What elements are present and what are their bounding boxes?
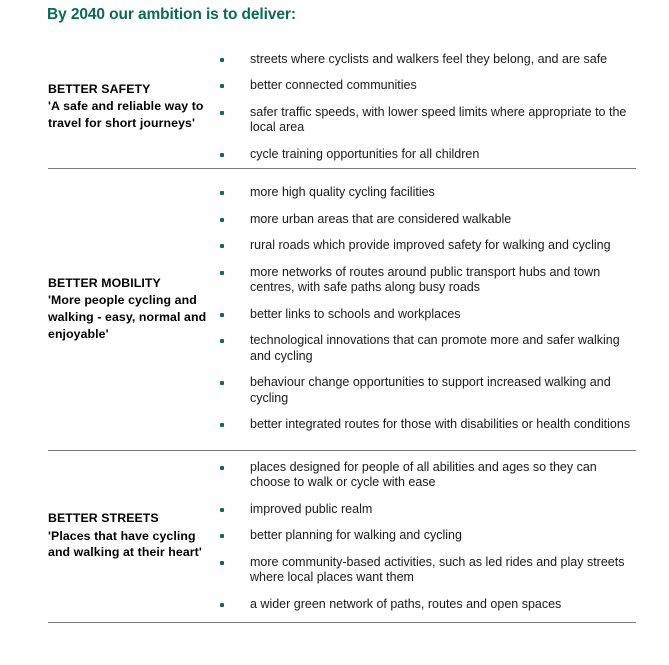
list-item — [216, 147, 636, 163]
bullet-dot-icon — [220, 111, 224, 115]
bullet-dot-icon — [220, 508, 224, 512]
bullet-dot-icon — [220, 218, 224, 222]
bullet-dot-icon — [220, 603, 224, 607]
list-item-text: more community-based activities, such as led rides and play streets where local places want them — [250, 554, 625, 585]
table-row-better-streets — [48, 450, 636, 622]
section-items-cell-safety — [216, 46, 636, 168]
bullet-dot-icon — [220, 466, 224, 470]
bullet-dot-icon — [220, 423, 224, 427]
bullet-dot-icon — [220, 58, 224, 62]
list-item-text: technological innovations that can promote more and safer walking and cycling — [250, 333, 620, 363]
bullet-list-mobility — [216, 185, 636, 433]
list-item-text: safer traffic speeds, with lower speed limits where appropriate to the local area — [250, 104, 627, 134]
bullet-list-safety — [216, 52, 636, 163]
bullet-dot-icon — [220, 84, 224, 88]
list-item-text: better connected communities — [250, 78, 417, 92]
section-items-cell-streets — [216, 450, 636, 622]
list-item-text: better planning for walking and cycling — [250, 528, 462, 543]
list-item-text: behaviour change opportunities to support increased walking and cycling — [250, 375, 611, 405]
bullet-dot-icon — [220, 339, 224, 343]
bullet-dot-icon — [220, 561, 224, 565]
list-item — [216, 502, 636, 518]
list-item-text: a wider green network of paths, routes and open spaces — [250, 596, 562, 611]
list-item-text: better integrated routes for those with disabilities or health conditions — [250, 417, 631, 432]
table-row-better-safety — [48, 46, 636, 168]
list-item — [216, 78, 636, 94]
list-item — [216, 185, 636, 201]
section-label-cell-safety — [48, 46, 216, 168]
bullet-list-streets — [216, 460, 636, 613]
list-item-text: improved public realm — [250, 501, 373, 516]
table-row-better-mobility — [48, 168, 636, 450]
list-item — [216, 307, 636, 323]
section-title-mobility: BETTER MOBILITY — [48, 275, 161, 290]
section-label-cell-streets — [48, 450, 216, 622]
bullet-dot-icon — [220, 153, 224, 157]
section-label-cell-mobility — [48, 168, 216, 450]
bullet-dot-icon — [220, 244, 224, 248]
list-item-text: streets where cyclists and walkers feel they belong, and are safe — [250, 51, 608, 66]
bullet-dot-icon — [220, 381, 224, 385]
list-item — [216, 460, 636, 491]
list-item — [216, 333, 636, 364]
list-item-text: more urban areas that are considered walkable — [250, 211, 512, 226]
list-item-text: more networks of routes around public transport hubs and town centres, with safe paths along busy roads — [250, 264, 601, 295]
list-item — [216, 555, 636, 586]
list-item-text: places designed for people of all abilities and ages so they can choose to walk or cycle with ease — [250, 459, 597, 490]
ambition-table — [48, 46, 636, 623]
bullet-dot-icon — [220, 191, 224, 195]
bullet-dot-icon — [220, 313, 224, 317]
list-item-text: cycle training opportunities for all children — [250, 146, 480, 161]
list-item-text: more high quality cycling facilities — [250, 185, 435, 200]
section-quote-safety: 'A safe and reliable way to travel for short journeys' — [48, 99, 204, 130]
page-title: By 2040 our ambition is to deliver: — [47, 6, 296, 23]
list-item — [216, 212, 636, 228]
section-title-streets: BETTER STREETS — [48, 511, 159, 526]
list-item — [216, 528, 636, 544]
list-item — [216, 265, 636, 296]
list-item — [216, 375, 636, 406]
list-item — [216, 52, 636, 68]
section-quote-mobility: 'More people cycling and walking - easy, normal and enjoyable' — [48, 293, 207, 341]
list-item — [216, 417, 636, 433]
list-item — [216, 597, 636, 613]
list-item — [216, 105, 636, 136]
section-quote-streets: 'Places that have cycling and walking at their heart' — [48, 528, 202, 560]
list-item-text: rural roads which provide improved safety for walking and cycling — [250, 238, 611, 253]
list-item-text: better links to schools and workplaces — [250, 306, 461, 321]
list-item — [216, 238, 636, 254]
bullet-dot-icon — [220, 534, 224, 538]
section-title-safety: BETTER SAFETY — [48, 81, 151, 96]
bullet-dot-icon — [220, 271, 224, 275]
section-items-cell-mobility — [216, 168, 636, 450]
